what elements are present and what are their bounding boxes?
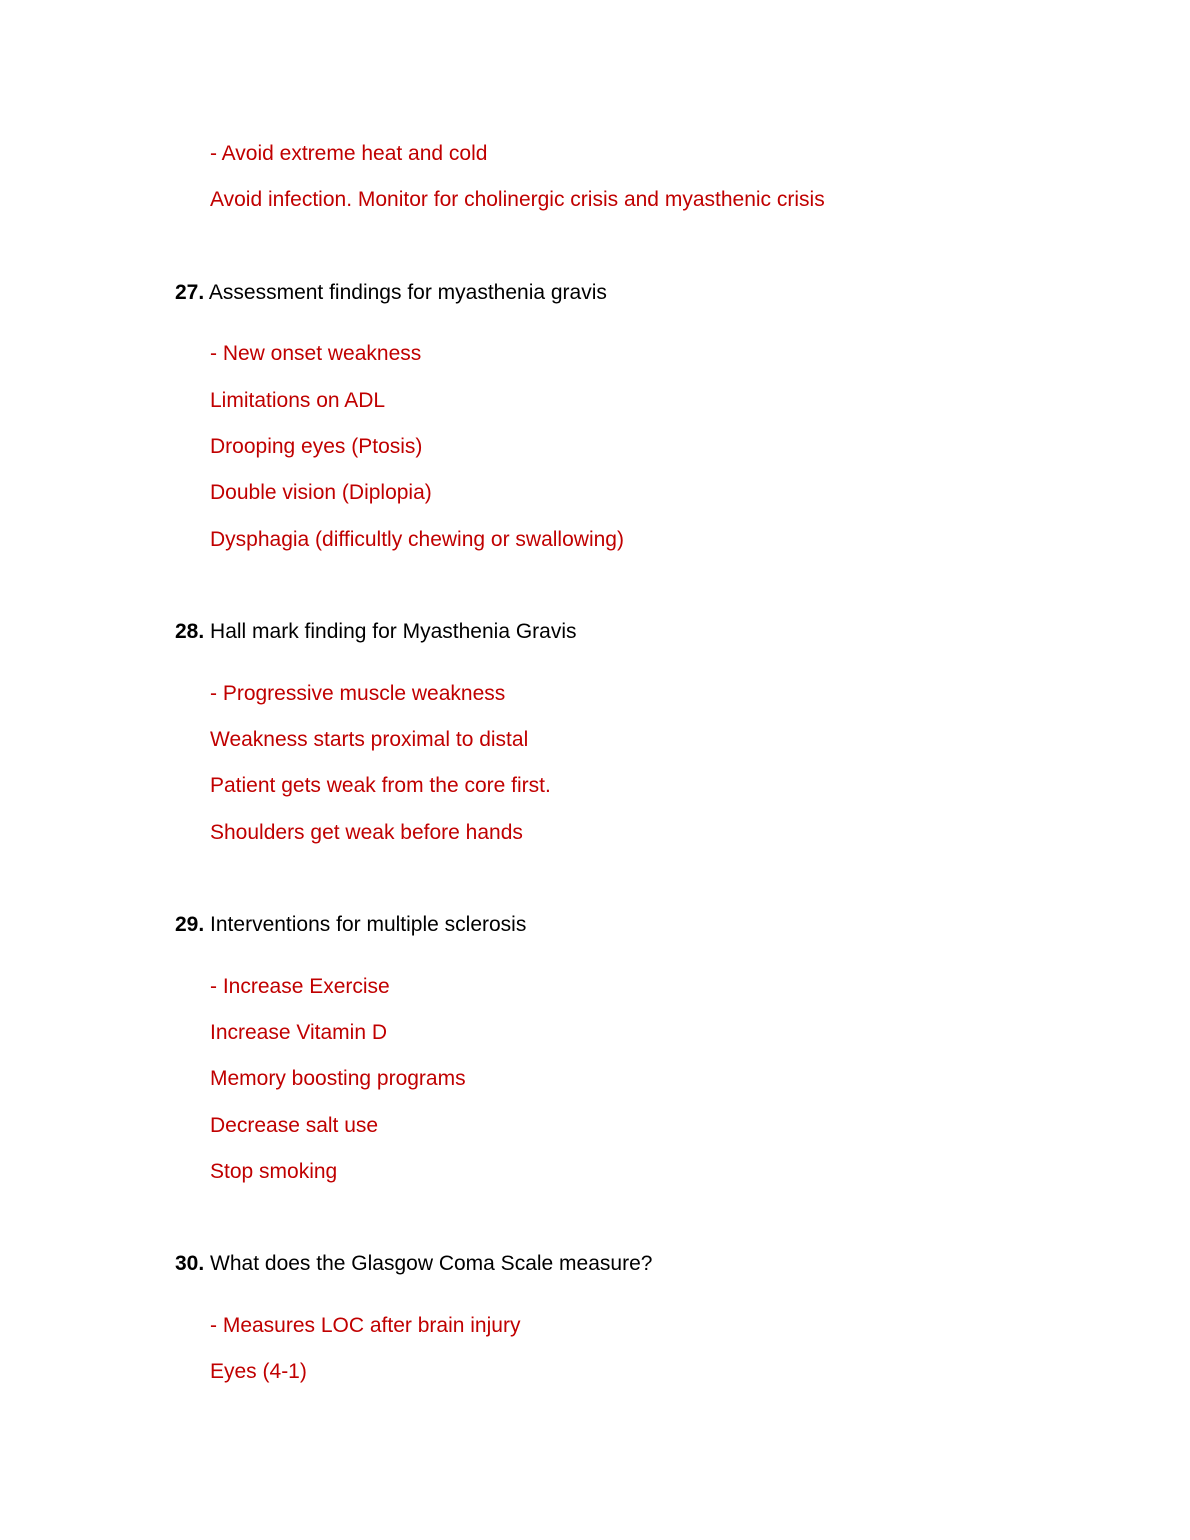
answer-line: Double vision (Diplopia) xyxy=(210,481,432,504)
question-number: 29. xyxy=(175,913,205,936)
question-text: What does the Glasgow Coma Scale measure? xyxy=(210,1252,653,1275)
answer-line: Dysphagia (difficultly chewing or swallowing) xyxy=(210,528,624,551)
answer-line: Stop smoking xyxy=(210,1160,338,1183)
question-text: Assessment findings for myasthenia gravis xyxy=(208,281,607,304)
answer-line: Drooping eyes (Ptosis) xyxy=(210,435,423,458)
answer-line: Limitations on ADL xyxy=(210,389,386,412)
answer-line: - Increase Exercise xyxy=(210,975,390,998)
question-27 xyxy=(175,280,607,306)
answer-line: - New onset weakness xyxy=(210,342,422,365)
answer-line: Weakness starts proximal to distal xyxy=(210,728,529,751)
question-28 xyxy=(175,619,577,645)
answer-line: - Avoid extreme heat and cold xyxy=(210,142,488,165)
answer-line: - Measures LOC after brain injury xyxy=(210,1314,521,1337)
question-text: Hall mark finding for Myasthenia Gravis xyxy=(210,620,577,643)
question-number: 27. xyxy=(175,281,205,304)
answer-line: Decrease salt use xyxy=(210,1114,379,1137)
answer-line: Memory boosting programs xyxy=(210,1067,466,1090)
answer-line: Shoulders get weak before hands xyxy=(210,821,523,844)
question-number: 30. xyxy=(175,1252,205,1275)
answer-line: Avoid infection. Monitor for cholinergic crisis and myasthenic crisis xyxy=(210,188,825,211)
answer-line: - Progressive muscle weakness xyxy=(210,682,506,705)
question-text: Interventions for multiple sclerosis xyxy=(210,913,527,936)
answer-line: Patient gets weak from the core first. xyxy=(210,774,551,797)
question-number: 28. xyxy=(175,620,205,643)
answer-line: Eyes (4-1) xyxy=(210,1360,307,1383)
question-30 xyxy=(175,1251,652,1277)
answer-line: Increase Vitamin D xyxy=(210,1021,388,1044)
question-29 xyxy=(175,912,526,938)
